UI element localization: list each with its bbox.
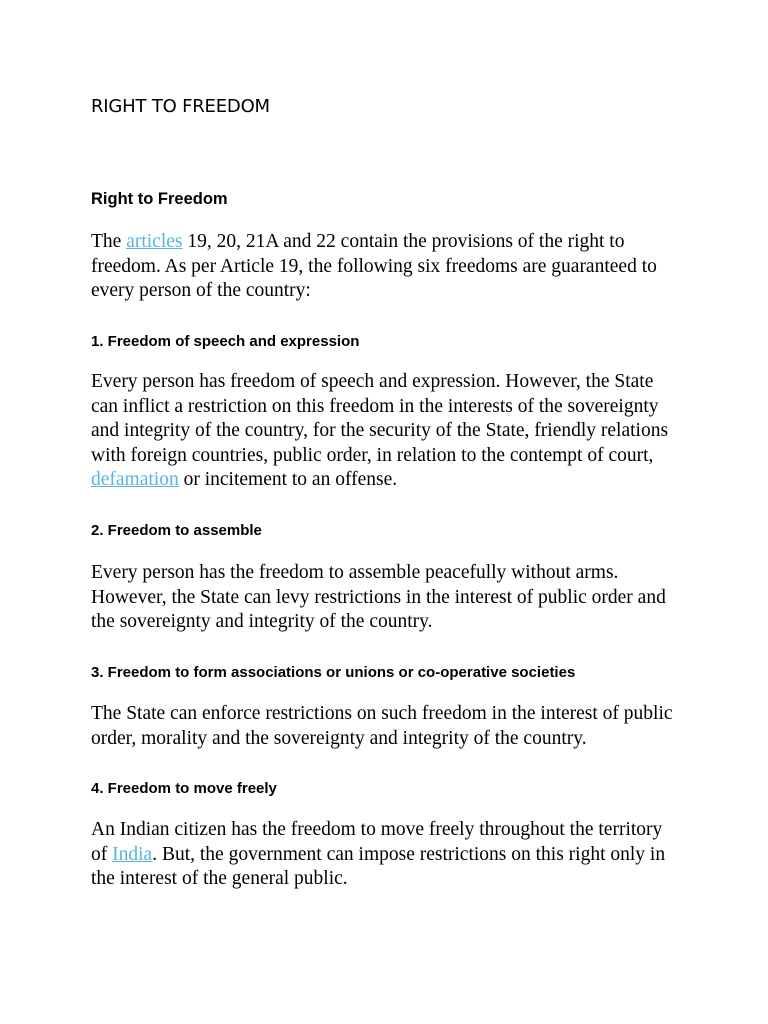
india-link[interactable]: India bbox=[112, 843, 153, 865]
freedom-paragraph-assemble: Every person has the freedom to assemble peacefully without arms. However, the State can levy restrictions in the interest of public order and the sovereignty and integrity of the country. bbox=[91, 562, 666, 632]
document-title: RIGHT TO FREEDOM bbox=[91, 96, 270, 117]
freedom-move-text-end: . But, the government can impose restrictions on this right only in the interest of the general public. bbox=[91, 843, 666, 889]
freedom-heading-move: 4. Freedom to move freely bbox=[91, 780, 277, 797]
freedom-speech-text-end: or incitement to an offense. bbox=[178, 469, 398, 490]
freedom-heading-associations: 3. Freedom to form associations or unions or co-operative societies bbox=[91, 664, 576, 681]
defamation-link[interactable]: defamation bbox=[91, 469, 179, 490]
freedom-speech-text-start: Every person has freedom of speech and expression. However, the State can inflict a restriction on this freedom in the interests of the sovereignty and integrity of the country, for the security of the State, friendly relations with foreign countries, public order, in relation to the contempt of court, bbox=[91, 371, 669, 466]
freedom-paragraph-move bbox=[91, 818, 681, 892]
intro-text-start: The bbox=[91, 231, 127, 252]
freedom-paragraph-associations: The State can enforce restrictions on such freedom in the interest of public order, morality and the sovereignty and integrity of the country. bbox=[91, 703, 673, 749]
articles-link[interactable]: articles bbox=[126, 231, 183, 252]
freedom-heading-speech: 1. Freedom of speech and expression bbox=[91, 333, 360, 350]
freedom-heading-assemble: 2. Freedom to assemble bbox=[91, 522, 262, 539]
intro-text-end: 19, 20, 21A and 22 contain the provisions of the right to freedom. As per Article 19, the following six freedoms are guaranteed to every person of the country: bbox=[91, 231, 657, 301]
section-title: Right to Freedom bbox=[91, 190, 228, 208]
freedom-move-text-start: An Indian citizen has the freedom to move freely throughout the territory of bbox=[91, 819, 663, 865]
intro-paragraph bbox=[91, 230, 681, 304]
freedom-paragraph-speech bbox=[91, 370, 681, 493]
